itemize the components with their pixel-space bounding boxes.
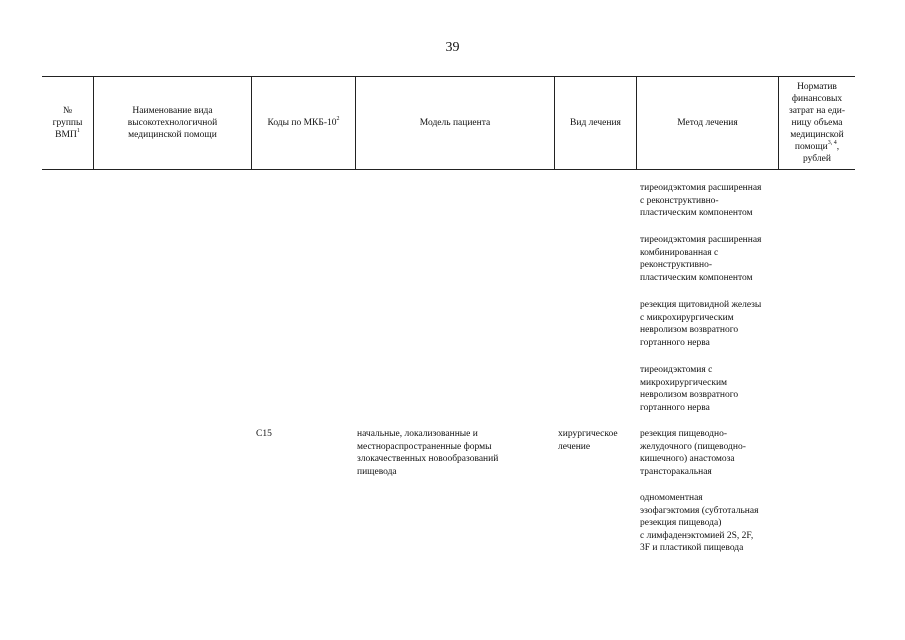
header-treatment-type: Вид лечения bbox=[570, 118, 621, 128]
method-item: тиреоидэктомия расширенная комбинированная с реконструктивно- пластическим компонентом bbox=[640, 235, 762, 283]
header-cost-standard bbox=[779, 77, 855, 169]
icd-code: C15 bbox=[256, 429, 272, 439]
header-icd-codes-text: Коды по МКБ-10 bbox=[267, 118, 337, 128]
header-patient-model: Модель пациента bbox=[419, 118, 491, 128]
footnote-ref: 2 bbox=[336, 115, 340, 122]
method-item: тиреоидэктомия расширенная с реконструктивно- пластическим компонентом bbox=[640, 183, 762, 219]
header-group-number-text: № группы ВМП bbox=[52, 106, 83, 140]
method-item: тиреоидэктомия с микрохирургическим невролизом возвратного гортанного нерва bbox=[640, 365, 739, 413]
method-item: резекция пищеводно- желудочного (пищеводно- кишечного) анастомоза трансторакальная bbox=[640, 429, 746, 477]
footnote-ref: 3, 4 bbox=[827, 139, 837, 146]
patient-model: начальные, локализованные и местнораспространенные формы злокачественных новообразований пищевода bbox=[357, 429, 499, 477]
header-icd-codes bbox=[252, 77, 355, 169]
header-cost-standard-unit: , рублей bbox=[803, 142, 840, 164]
table-header bbox=[42, 76, 855, 170]
treatment-type: хирургическое лечение bbox=[558, 429, 618, 452]
header-cost-standard-text: Норматив финансовых затрат на еди- ницу объема медицинской помощи bbox=[788, 82, 846, 152]
header-group-number bbox=[42, 77, 93, 169]
header-treatment-method: Метод лечения bbox=[677, 118, 738, 128]
method-item: одномоментная эзофагэктомия (субтотальная резекция пищевода) с лимфаденэктомией 2S, 2F, 3F и пластикой пищевода bbox=[640, 493, 759, 554]
page-number: 39 bbox=[445, 40, 460, 55]
footnote-ref: 1 bbox=[76, 127, 80, 134]
header-care-type-name: Наименование вида высокотехнологичной медицинской помощи bbox=[127, 106, 218, 140]
method-item: резекция щитовидной железы с микрохирургическим невролизом возвратного гортанного нерва bbox=[640, 300, 762, 348]
